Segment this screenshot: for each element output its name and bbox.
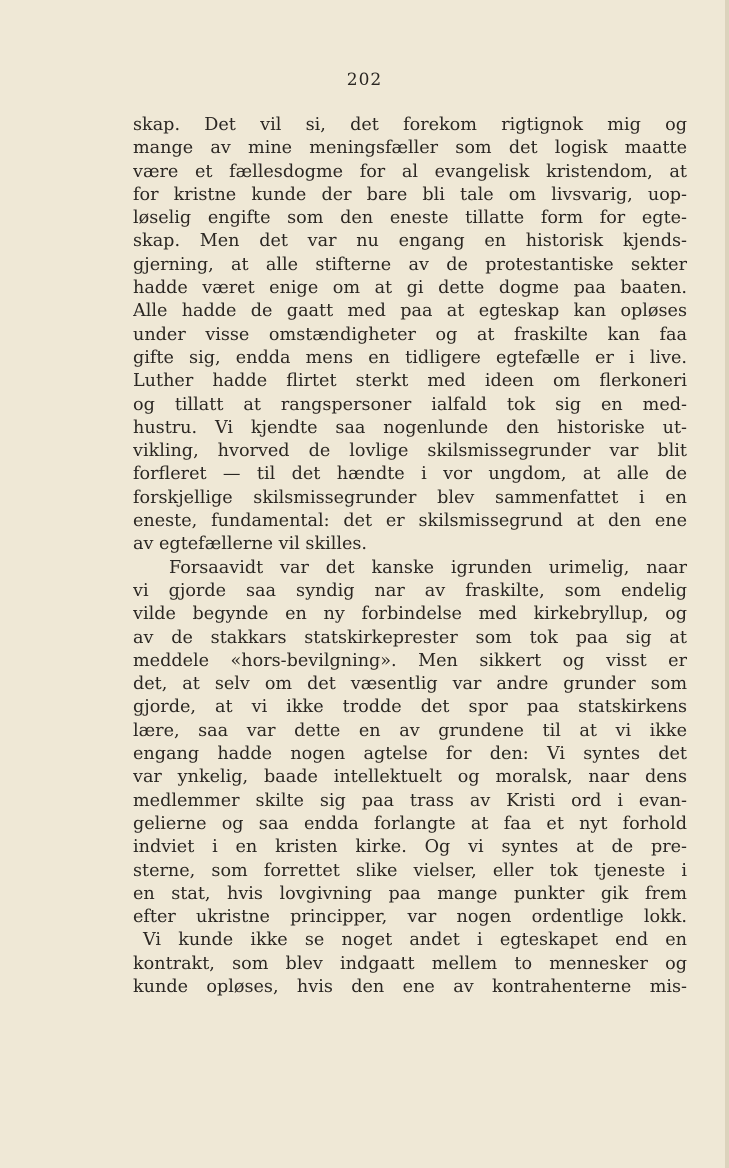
text-line: efter ukristne principper, var nogen ordentlige lokk.	[133, 907, 687, 928]
text-line: hadde været enige om at gi dette dogme paa baaten.	[133, 278, 687, 299]
text-line: sterne, som forrettet slike vielser, eller tok tjeneste i	[133, 860, 687, 881]
text-line: gifte sig, endda mens en tidligere egtefælle er i live.	[133, 347, 687, 368]
text-line: vilde begynde en ny forbindelse med kirkebryllup, og	[133, 604, 687, 625]
text-line: lære, saa var dette en av grundene til at vi ikke	[133, 720, 687, 741]
text-line: være et fællesdogme for al evangelisk kristendom, at	[133, 161, 687, 182]
text-line: av egtefællerne vil skilles.	[133, 534, 368, 555]
text-line: det, at selv om det væsentlig var andre grunder som	[133, 674, 687, 695]
text-line: forfleret — til det hændte i vor ungdom, at alle de	[133, 464, 687, 485]
text-line: hustru. Vi kjendte saa nogenlunde den historiske ut-	[133, 417, 687, 438]
text-line: meddele «hors-bevilgning». Men sikkert og visst er	[133, 650, 687, 671]
text-line: engang hadde nogen agtelse for den: Vi syntes det	[133, 744, 687, 765]
text-line: mange av mine meningsfæller som det logisk maatte	[133, 138, 687, 159]
text-line: skap. Men det var nu engang en historisk kjends-	[133, 231, 687, 252]
text-line: indviet i en kristen kirke. Og vi syntes at de pre-	[133, 837, 687, 858]
text-line: eneste, fundamental: det er skilsmissegrund at den ene	[133, 511, 687, 532]
text-line: Alle hadde de gaatt med paa at egteskap kan opløses	[133, 301, 687, 322]
text-line: medlemmer skilte sig paa trass av Kristi ord i evan-	[133, 790, 687, 811]
text-line: var ynkelig, baade intellektuelt og moralsk, naar dens	[133, 767, 687, 788]
text-line: forskjellige skilsmissegrunder blev sammenfattet i en	[133, 487, 687, 508]
text-line: gelierne og saa endda forlangte at faa et nyt forhold	[133, 813, 687, 834]
text-line: og tillatt at rangspersoner ialfald tok sig en med-	[133, 394, 687, 415]
page-number: 202	[346, 70, 383, 90]
text-line: Vi kunde ikke se noget andet i egteskapet end en	[143, 930, 687, 951]
text-line: en stat, hvis lovgivning paa mange punkter gik frem	[133, 883, 687, 904]
text-line: Luther hadde flirtet sterkt med ideen om flerkoneri	[133, 371, 687, 392]
text-line: vi gjorde saa syndig nar av fraskilte, som endelig	[133, 580, 687, 601]
page-edge	[725, 0, 729, 1168]
text-line: løselig engifte som den eneste tillatte form for egte-	[133, 208, 687, 229]
text-line: av de stakkars statskirkeprester som tok paa sig at	[133, 627, 687, 648]
text-line: vikling, hvorved de lovlige skilsmissegrunder var blit	[133, 441, 687, 462]
text-line: gjorde, at vi ikke trodde det spor paa statskirkens	[133, 697, 687, 718]
text-line: skap. Det vil si, det forekom rigtignok mig og	[133, 115, 687, 135]
text-line: under visse omstændigheter og at fraskilte kan faa	[133, 324, 687, 345]
text-line: for kristne kunde der bare bli tale om livsvarig, uop-	[133, 184, 687, 205]
text-line: gjerning, at alle stifterne av de protestantiske sekter	[133, 254, 687, 275]
text-line: kontrakt, som blev indgaatt mellem to mennesker og	[133, 953, 687, 974]
body-text	[133, 114, 687, 999]
text-line: Forsaavidt var det kanske igrunden urimelig, naar	[169, 557, 687, 578]
text-line: kunde opløses, hvis den ene av kontrahenterne mis-	[133, 976, 687, 997]
